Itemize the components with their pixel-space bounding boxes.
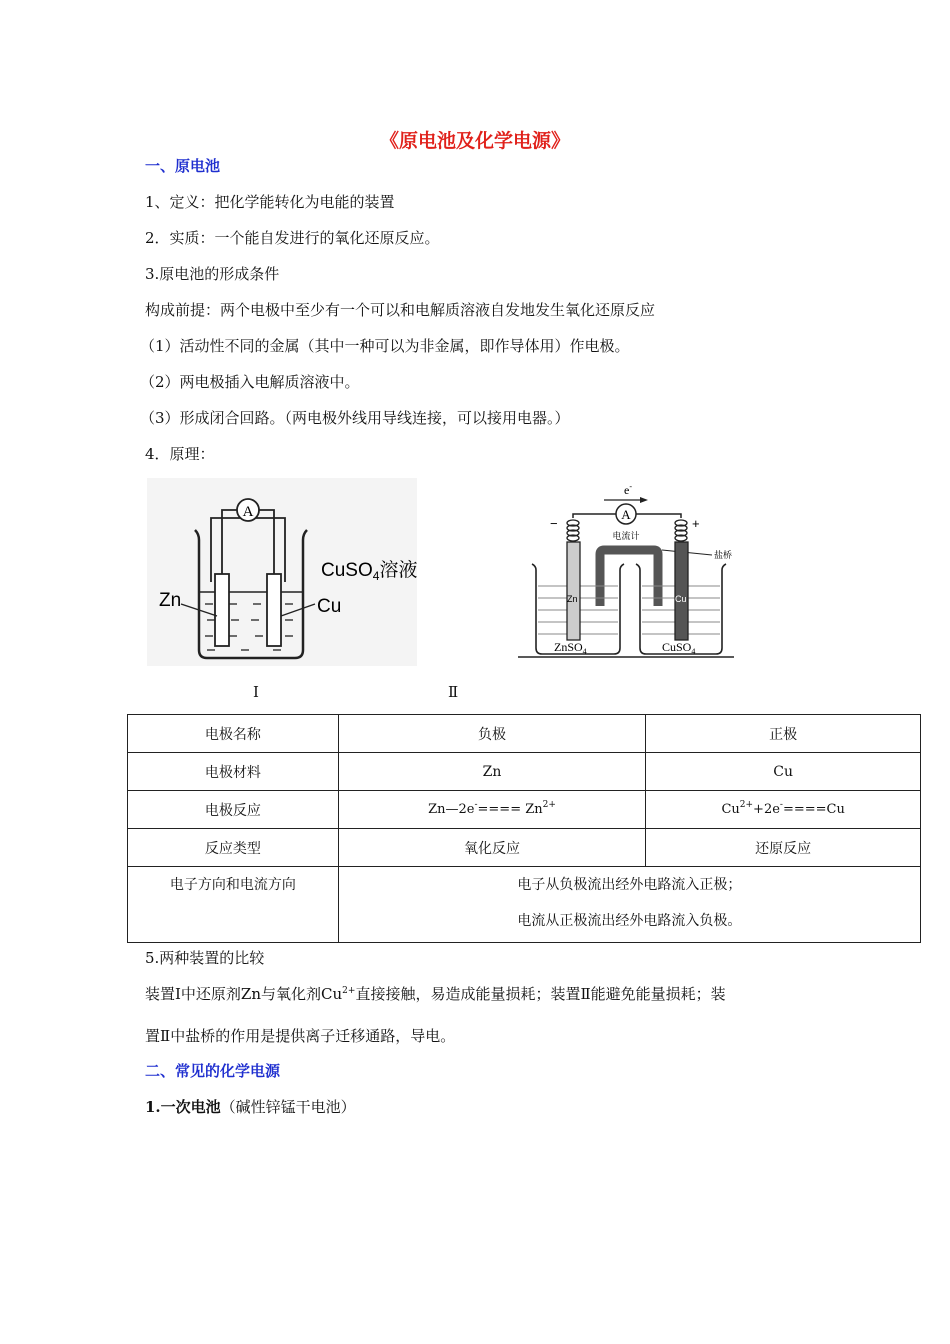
zn-electrode [567,542,580,640]
table-cell: 电极名称 [128,715,339,753]
conditions-heading: 3.原电池的形成条件 [145,265,280,283]
compare-heading: 5.两种装置的比较 [145,949,265,967]
definition-text: 1、定义：把化学能转化为电能的装置 [145,193,395,211]
section2-heading: 二、常见的化学电源 [145,1062,281,1080]
table-cell: 反应类型 [128,829,339,867]
electrode-table [127,714,921,943]
right-clip-icon [675,520,687,541]
cu-label: Cu [675,594,687,604]
table-cell: 正极 [646,715,921,753]
zn-label: Zn [159,590,182,611]
diagram-caption-1: Ⅰ [253,683,259,701]
salt-bridge-cell-diagram [512,478,742,664]
left-clip-icon [567,520,579,541]
table-row [128,867,921,943]
current-direction-text: 电流从正极流出经外电路流入负极。 [517,913,742,929]
table-cell: 电极反应 [128,791,339,829]
table-row [128,791,921,829]
table-cell: Cu [646,753,921,791]
single-cell-diagram [147,478,417,666]
premise-text: 构成前提：两个电极中至少有一个可以和电解质溶液自发地发生氧化还原反应 [145,301,656,319]
table-row [128,753,921,791]
electron-label: e- [624,482,632,497]
table-cell: 还原反应 [646,829,921,867]
condition-2: （2）两电极插入电解质溶液中。 [140,373,360,391]
cuso4-label: CuSO$_4$ [662,640,696,656]
primary-battery-heading: 1.一次电池（碱性锌锰干电池） [145,1098,356,1116]
arrow-right-icon [640,497,648,503]
essence-text: 2．实质：一个能自发进行的氧化还原反应。 [145,229,440,247]
solution-label: CuSO$_4$溶液 [321,560,417,583]
negative-sign: − [550,516,558,531]
cu-label: Cu [317,596,342,617]
znso4-label: ZnSO$_4$ [554,640,587,656]
table-cell: 负极 [338,715,646,753]
table-cell: 电极材料 [128,753,339,791]
table-row [128,829,921,867]
zn-electrode [215,574,229,646]
condition-1: （1）活动性不同的金属（其中一种可以为非金属，即作导体用）作电极。 [140,337,630,355]
ammeter-letter: A [621,507,631,522]
table-cell: 氧化反应 [338,829,646,867]
condition-3: （3）形成闭合回路。（两电极外线用导线连接，可以接用电器。） [140,409,570,427]
anode-reaction: Zn—2e-==== $Zn^{2+}$ [338,791,646,829]
table-cell: 电子方向和电流方向 [128,867,339,943]
table-row [128,715,921,753]
zn-label: Zn [567,594,578,604]
salt-bridge-label: 盐桥 [714,551,733,561]
cu-electrode [675,542,688,640]
page-title: 《原电池及化学电源》 [379,130,570,152]
compare-line-1: 装置Ⅰ中还原剂Zn与氧化剂$Cu^{2+}$直接接触，易造成能量损耗；装置Ⅱ能避免能量损耗；装 [145,985,726,1003]
table-cell: Zn [338,753,646,791]
positive-sign: + [692,516,700,531]
principle-heading: 4．原理： [145,445,215,463]
electron-direction-text: 电子从负极流出经外电路流入正极； [517,877,742,893]
galvanometer-label: 电流计 [612,532,640,542]
diagram-caption-2: Ⅱ [448,683,459,701]
ammeter-label: A [242,504,254,520]
compare-line-2: 置Ⅱ中盐桥的作用是提供离子迁移通路，导电。 [145,1027,456,1045]
direction-cell [338,867,920,943]
cu-electrode [267,574,281,646]
cathode-reaction: $Cu^{2+}+2e^-====Cu$ [646,791,921,829]
section1-heading: 一、原电池 [145,157,221,175]
